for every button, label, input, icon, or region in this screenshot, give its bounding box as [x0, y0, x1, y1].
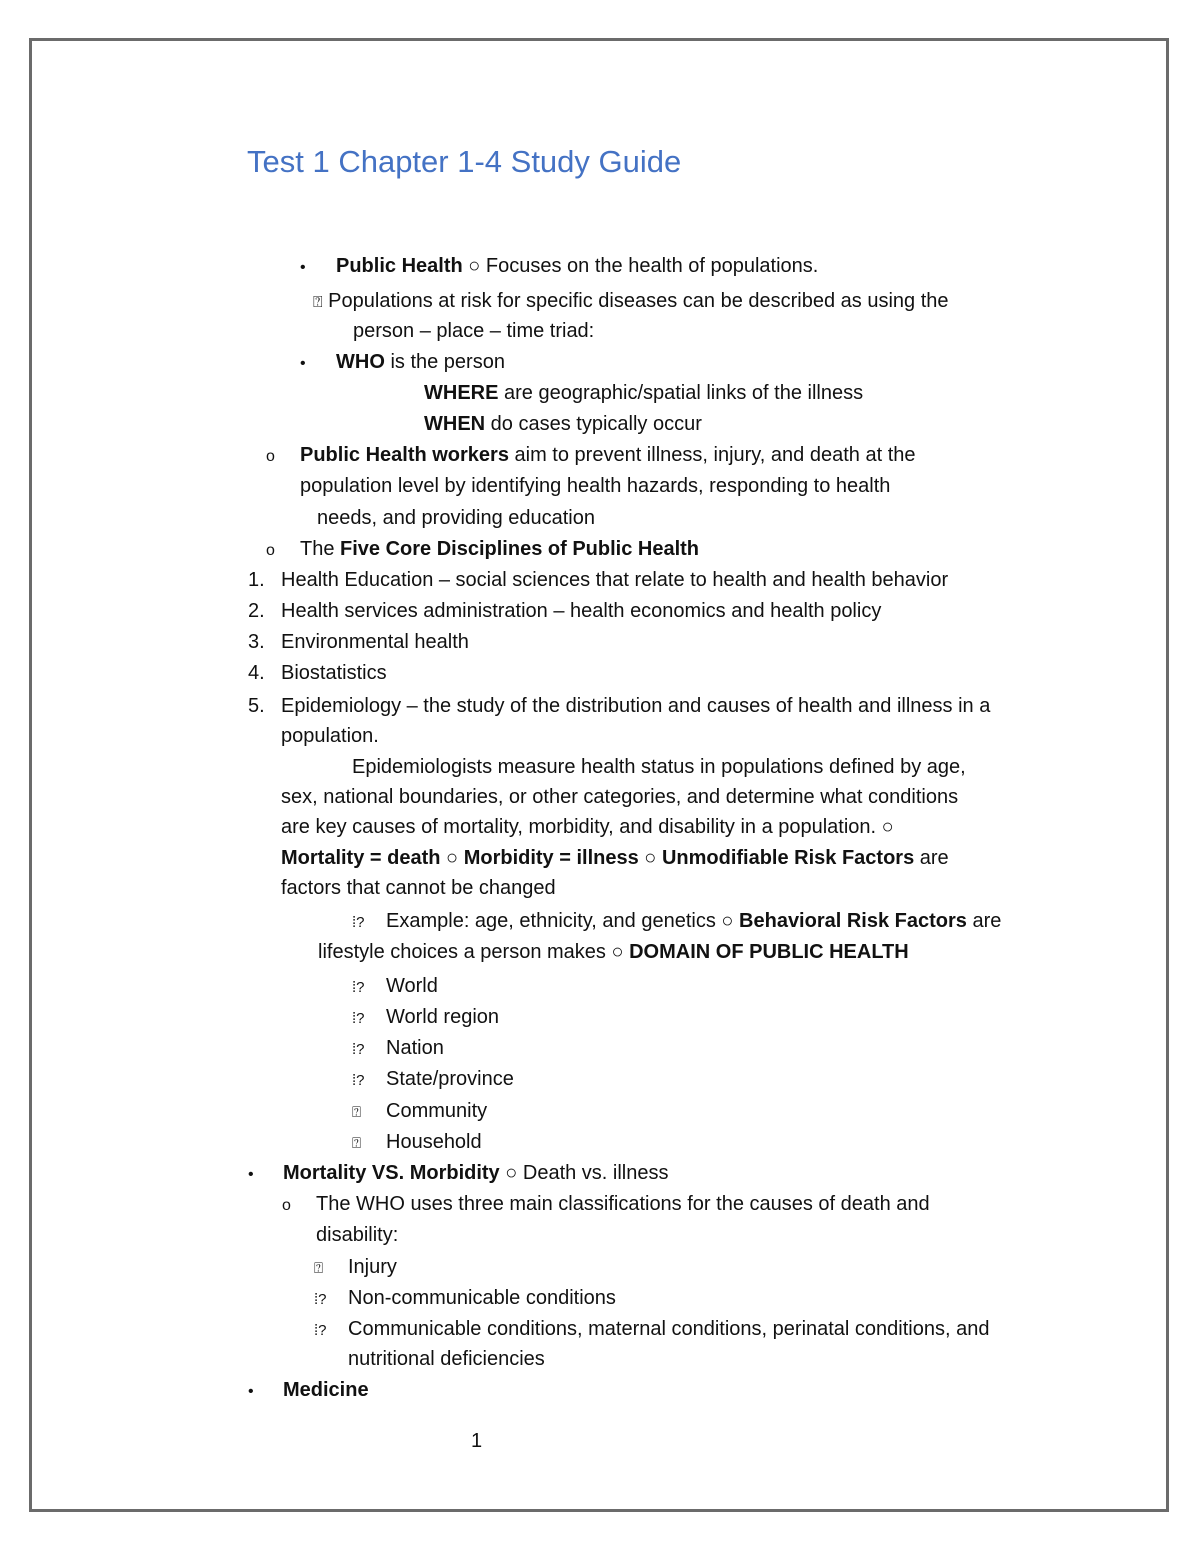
missing-glyph-icon: ⁞?: [352, 914, 365, 931]
list-item: 3. Environmental health: [248, 631, 469, 653]
list-item: sex, national boundaries, or other categories, and determine what conditions: [281, 786, 959, 808]
bullet-icon: •: [248, 1383, 254, 1400]
list-item: population.: [281, 725, 379, 747]
bullet-icon: •: [300, 355, 306, 372]
list-item: o The Five Core Disciplines of Public Health: [266, 536, 699, 564]
missing-glyph-icon: ⁞?: [314, 1291, 327, 1308]
list-item: • Mortality VS. Morbidity ○ Death vs. illness: [248, 1160, 669, 1188]
list-item: 4. Biostatistics: [248, 662, 387, 684]
missing-glyph-icon: ⁞?: [352, 1072, 365, 1089]
list-item: ⍰ Community: [352, 1098, 487, 1126]
list-item: • WHO is the person: [300, 349, 505, 377]
list-item: Mortality = death ○ Morbidity = illness ○ Unmodifiable Risk Factors are: [281, 847, 949, 869]
missing-glyph-icon: ⁞?: [352, 1010, 365, 1027]
list-item: 2. Health services administration – health economics and health policy: [248, 600, 882, 622]
page-number: 1: [471, 1430, 483, 1452]
missing-glyph-icon: ⍰: [314, 1260, 324, 1277]
list-item: person – place – time triad:: [353, 320, 595, 342]
list-item: ⁞? World region: [352, 1004, 499, 1032]
page-title: Test 1 Chapter 1-4 Study Guide: [247, 144, 682, 179]
missing-glyph-icon: ⍰: [313, 294, 323, 311]
bullet-icon: •: [300, 259, 306, 276]
list-item: ⁞? Example: age, ethnicity, and genetics ○ Behavioral Risk Factors are: [352, 908, 1001, 936]
list-item: WHEN do cases typically occur: [424, 413, 702, 435]
list-item: disability:: [316, 1224, 399, 1246]
list-item: lifestyle choices a person makes ○ DOMAIN OF PUBLIC HEALTH: [318, 941, 909, 963]
list-item: 1. Health Education – social sciences that relate to health and health behavior: [248, 569, 949, 591]
list-item: factors that cannot be changed: [281, 877, 556, 899]
list-item: ⁞? World: [352, 973, 438, 1001]
bullet-icon: •: [248, 1166, 254, 1183]
list-item: are key causes of mortality, morbidity, and disability in a population. ○: [281, 816, 894, 838]
circle-bullet-icon: o: [282, 1197, 291, 1214]
list-item: o Public Health workers aim to prevent illness, injury, and death at the: [266, 442, 916, 470]
list-item: o The WHO uses three main classifications for the causes of death and: [282, 1191, 930, 1219]
list-item: ⍰ Injury: [314, 1254, 397, 1282]
list-item: • Medicine: [248, 1377, 369, 1405]
list-item: WHERE are geographic/spatial links of the illness: [424, 382, 864, 404]
list-item: Epidemiologists measure health status in populations defined by age,: [352, 756, 966, 778]
missing-glyph-icon: ⍰: [352, 1135, 362, 1152]
list-item: 5. Epidemiology – the study of the distribution and causes of health and illness in a: [248, 695, 991, 717]
list-item: population level by identifying health hazards, responding to health: [300, 475, 891, 497]
missing-glyph-icon: ⁞?: [314, 1322, 327, 1339]
missing-glyph-icon: ⁞?: [352, 979, 365, 996]
list-item: ⁞? Nation: [352, 1035, 444, 1063]
list-item: ⍰ Populations at risk for specific diseases can be described as using the: [313, 288, 949, 316]
circle-bullet-icon: o: [266, 448, 275, 465]
missing-glyph-icon: ⁞?: [352, 1041, 365, 1058]
list-item: ⁞? State/province: [352, 1066, 514, 1094]
missing-glyph-icon: ⍰: [352, 1104, 362, 1121]
list-item: nutritional deficiencies: [348, 1348, 545, 1370]
list-item: ⍰ Household: [352, 1129, 482, 1157]
list-item: needs, and providing education: [317, 507, 595, 529]
circle-bullet-icon: o: [266, 542, 275, 559]
list-item: ⁞? Non-communicable conditions: [314, 1285, 616, 1313]
list-item: ⁞? Communicable conditions, maternal conditions, perinatal conditions, and: [314, 1316, 989, 1344]
list-item: • Public Health ○ Focuses on the health of populations.: [300, 253, 818, 281]
